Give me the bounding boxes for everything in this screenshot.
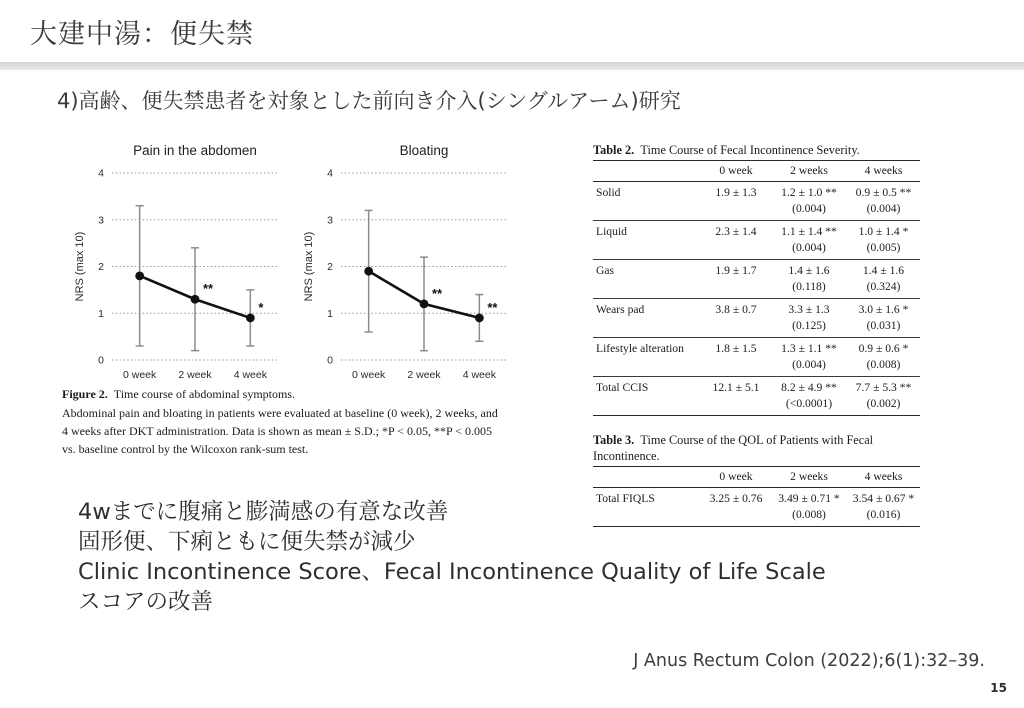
cell-value: 1.9 ± 1.7 — [715, 264, 757, 277]
svg-text:0 week: 0 week — [352, 369, 386, 381]
cell-value: 1.3 ± 1.1 ** — [781, 342, 837, 355]
row-label: Total CCIS — [593, 377, 701, 416]
cell-value: 1.1 ± 1.4 ** — [781, 225, 837, 238]
svg-text:*: * — [258, 299, 264, 315]
cell-pvalue: (0.004) — [792, 201, 826, 215]
row-label: Solid — [593, 182, 701, 221]
cell-value: 1.4 ± 1.6 — [788, 264, 830, 277]
cell-pvalue: (0.005) — [866, 240, 901, 254]
pain-abdomen-line-chart — [70, 138, 305, 388]
svg-text:2 week: 2 week — [407, 369, 441, 381]
svg-text:4 week: 4 week — [462, 369, 496, 381]
column-header-blank — [593, 467, 701, 488]
cell-pvalue: (0.031) — [866, 318, 901, 332]
svg-text:2: 2 — [98, 261, 104, 273]
cell-pvalue: (0.004) — [866, 201, 901, 215]
svg-text:NRS (max 10): NRS (max 10) — [303, 231, 315, 302]
column-header: 0 week — [701, 161, 771, 182]
svg-text:Pain in the abdomen: Pain in the abdomen — [133, 143, 257, 158]
cell-pvalue: (0.118) — [792, 279, 826, 293]
svg-text:3: 3 — [327, 214, 333, 227]
figure-caption-line: 4 weeks after DKT administration. Data is shown as mean ± S.D.; *P < 0.05, **P < 0.005 — [62, 424, 492, 438]
column-header: 0 week — [701, 467, 771, 488]
figure-caption-title: Time course of abdominal symptoms. — [113, 387, 295, 401]
figure-caption-line: Abdominal pain and bloating in patients were evaluated at baseline (0 week), 2 weeks, and — [62, 406, 498, 420]
svg-text:NRS (max 10): NRS (max 10) — [74, 231, 86, 302]
table-3-label: Table 3. — [593, 433, 635, 447]
page-title: 大建中湯：便失禁 — [30, 19, 254, 50]
row-label: Total FIQLS — [593, 488, 701, 527]
table-row — [593, 299, 920, 338]
column-header: 4 weeks — [847, 161, 920, 182]
cell-pvalue: (0.008) — [792, 507, 826, 521]
cell-value: 7.7 ± 5.3 ** — [855, 381, 912, 394]
cell-pvalue: (0.002) — [866, 396, 901, 410]
table-3-title-text: Time Course of the QOL of Patients with Fecal Incontinence. — [593, 433, 874, 463]
cell-value: 1.0 ± 1.4 * — [858, 225, 909, 238]
column-header-blank — [593, 161, 701, 182]
svg-text:0 week: 0 week — [123, 369, 157, 381]
column-header: 4 weeks — [847, 467, 920, 488]
cell-pvalue: (0.004) — [792, 357, 826, 371]
cell-value: 1.4 ± 1.6 — [862, 264, 905, 277]
cell-value: 3.0 ± 1.6 * — [858, 303, 909, 316]
table-row — [593, 338, 920, 377]
cell-value: 2.3 ± 1.4 — [715, 225, 757, 238]
table-2-title — [593, 142, 927, 158]
row-label: Liquid — [593, 221, 701, 260]
cell-value: 0.9 ± 0.6 * — [858, 342, 909, 355]
cell-value: 0.9 ± 0.5 ** — [855, 186, 912, 199]
cell-pvalue: (0.004) — [792, 240, 826, 254]
table-header-row — [593, 161, 920, 182]
svg-text:1: 1 — [98, 307, 104, 320]
summary-line: スコアの改善 — [78, 589, 214, 615]
figure-caption — [62, 385, 542, 458]
svg-text:**: ** — [487, 299, 498, 315]
table-row — [593, 182, 920, 221]
table-2-label: Table 2. — [593, 143, 635, 157]
svg-text:0: 0 — [327, 354, 333, 367]
cell-value: 3.54 ± 0.67 * — [852, 492, 915, 505]
fecal-incontinence-severity-table — [593, 160, 920, 416]
svg-text:2 week: 2 week — [178, 369, 212, 381]
svg-text:4: 4 — [98, 167, 104, 180]
row-label: Wears pad — [593, 299, 701, 338]
svg-text:2: 2 — [327, 261, 333, 273]
svg-text:**: ** — [432, 285, 443, 301]
svg-text:Bloating: Bloating — [399, 143, 449, 158]
page-number: 15 — [990, 681, 1007, 695]
cell-value: 3.3 ± 1.3 — [788, 303, 830, 316]
svg-text:3: 3 — [98, 214, 104, 227]
svg-text:4: 4 — [327, 167, 333, 180]
table-header-row — [593, 467, 920, 488]
svg-text:4 week: 4 week — [233, 369, 267, 381]
figure-caption-label: Figure 2. — [62, 387, 108, 401]
header-divider — [0, 62, 1024, 70]
figure-caption-line: vs. baseline control by the Wilcoxon rank-sum test. — [62, 442, 309, 456]
cell-value: 1.9 ± 1.3 — [715, 186, 757, 199]
cell-value: 1.8 ± 1.5 — [715, 342, 757, 355]
summary-line: Clinic Incontinence Score、Fecal Incontinence Quality of Life Scale — [78, 559, 826, 585]
cell-value: 1.2 ± 1.0 ** — [781, 186, 837, 199]
journal-citation: J Anus Rectum Colon (2022);6(1):32–39. — [633, 651, 985, 671]
svg-text:1: 1 — [327, 307, 333, 320]
summary-line: 4wまでに腹痛と膨満感の有意な改善 — [78, 499, 449, 525]
cell-pvalue: (0.016) — [866, 507, 901, 521]
table-2-title-text: Time Course of Fecal Incontinence Severity. — [640, 143, 860, 157]
cell-value: 8.2 ± 4.9 ** — [781, 381, 837, 394]
bloating-line-chart — [299, 138, 534, 388]
column-header: 2 weeks — [771, 467, 847, 488]
table-row — [593, 377, 920, 416]
cell-value: 12.1 ± 5.1 — [712, 381, 760, 394]
cell-value: 3.25 ± 0.76 — [709, 492, 763, 505]
svg-text:**: ** — [203, 281, 214, 297]
study-subtitle: 4)高齢、便失禁患者を対象とした前向き介入(シングルアーム)研究 — [57, 89, 681, 113]
table-row — [593, 260, 920, 299]
row-label: Lifestyle alteration — [593, 338, 701, 377]
column-header: 2 weeks — [771, 161, 847, 182]
cell-pvalue: (0.125) — [792, 318, 826, 332]
table-row — [593, 221, 920, 260]
cell-value: 3.49 ± 0.71 * — [778, 492, 840, 505]
table-3-title — [593, 432, 927, 464]
summary-text — [78, 497, 826, 617]
svg-text:0: 0 — [98, 354, 104, 367]
summary-line: 固形便、下痢ともに便失禁が減少 — [78, 529, 416, 555]
cell-pvalue: (<0.0001) — [785, 396, 833, 410]
cell-pvalue: (0.008) — [866, 357, 901, 371]
row-label: Gas — [593, 260, 701, 299]
cell-pvalue: (0.324) — [866, 279, 901, 293]
cell-value: 3.8 ± 0.7 — [715, 303, 757, 316]
